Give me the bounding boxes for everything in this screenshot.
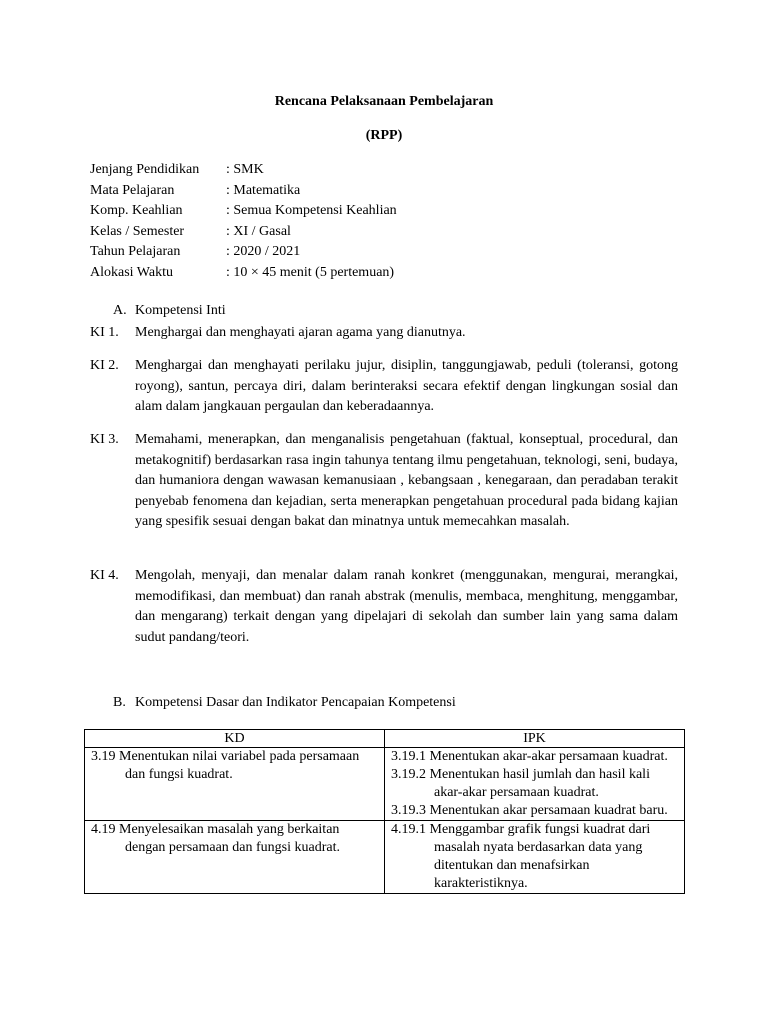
identity-row [90,263,397,284]
page-subtitle: (RPP) [365,128,403,143]
identity-value: : SMK [226,162,264,177]
kd-ipk-table [84,729,685,894]
ipk-item: 4.19.1 Menggambar grafik fungsi kuadrat dari masalah nyata berdasarkan data yang ditentukan dan menafsirkan karakteristiknya. [391,822,651,891]
ki-item [90,323,678,344]
section-a-heading [113,303,226,319]
kd-header: KD [85,730,385,748]
identity-row [90,160,397,181]
identity-label: Tahun Pelajaran [90,244,181,259]
identity-row [90,242,397,263]
ki-number: KI 2. [90,358,119,373]
ki-item [90,566,678,648]
ipk-item: 3.19.1 Menentukan akar-akar persamaan kuadrat. [391,749,668,764]
identity-row [90,201,397,222]
identity-block [90,160,397,283]
identity-row [90,222,397,243]
section-letter: A. [113,303,127,318]
ki-item [90,356,678,418]
table-row [85,821,685,894]
ipk-item: 3.19.2 Menentukan hasil jumlah dan hasil kali akar-akar persamaan kuadrat. [391,767,650,800]
ki-item [90,430,678,533]
identity-row [90,181,397,202]
identity-label: Kelas / Semester [90,223,185,239]
ki-text: Memahami, menerapkan, dan menganalisis pengetahuan (faktual, konseptual, procedural, dan metakognitif) berdasarkan rasa ingin tahunya tentang ilmu pengetahuan, teknologi, seni, budaya, dan humaniora dengan wawasan kemanusiaan , kebangsaan , kenegaraan, dan peradaban terakit penyebab fenomena dan kejadian, serta menerapkan pengetahuan procedural pada bidang kajian yang spesifik sesuai dengan bakat dan minatnya untuk memecahkan masalah. [135,432,678,529]
ki-text: Mengolah, menyaji, dan menalar dalam ranah konkret (menggunakan, mengurai, merangkai, memodifikasi, dan membuat) dan ranah abstrak (menulis, membaca, menghitung, menggambar, dan mengarang) terkait dengan yang dipelajari di sekolah dan sumber lain yang sama dalam sudut pandang/teori. [135,568,678,645]
identity-value: : 2020 / 2021 [226,244,301,259]
table-header-row [85,730,685,748]
ipk-cell [385,748,685,821]
kd-text: 4.19 Menyelesaikan masalah yang berkaitan dengan persamaan dan fungsi kuadrat. [91,822,340,855]
section-title: Kompetensi Inti [135,303,226,318]
ipk-cell [385,821,685,894]
identity-label: Komp. Keahlian [90,203,183,218]
ki-number: KI 1. [90,325,119,340]
ki-number: KI 3. [90,432,119,447]
identity-value: : XI / Gasal [226,223,291,239]
identity-label: Mata Pelajaran [90,182,175,198]
identity-value: : Matematika [226,182,301,198]
identity-label: Jenjang Pendidikan [90,162,200,177]
ki-number: KI 4. [90,568,119,583]
kd-cell [85,748,385,821]
section-letter: B. [113,695,126,710]
page-title: Rencana Pelaksanaan Pembelajaran [274,94,494,109]
section-title: Kompetensi Dasar dan Indikator Pencapaian Kompetensi [135,695,456,710]
ki-text: Menghargai dan menghayati perilaku jujur, disiplin, tanggungjawab, peduli (toleransi, gotong royong), santun, percaya diri, dalam berinteraksi secara efektif dengan lingkungan sosial dan alam dalam jangkauan pergaulan dan keberadaannya. [135,358,678,414]
ki-text: Menghargai dan menghayati ajaran agama yang dianutnya. [135,325,466,340]
identity-value: : 10 × 45 menit (5 pertemuan) [226,264,395,280]
kd-cell [85,821,385,894]
ipk-item: 3.19.3 Menentukan akar persamaan kuadrat baru. [391,803,668,818]
kd-text: 3.19 Menentukan nilai variabel pada persamaan dan fungsi kuadrat. [91,749,360,782]
identity-value: : Semua Kompetensi Keahlian [226,203,397,218]
table-row [85,748,685,821]
section-b-heading [113,695,456,711]
ipk-header: IPK [385,730,685,748]
identity-label: Alokasi Waktu [90,264,173,280]
